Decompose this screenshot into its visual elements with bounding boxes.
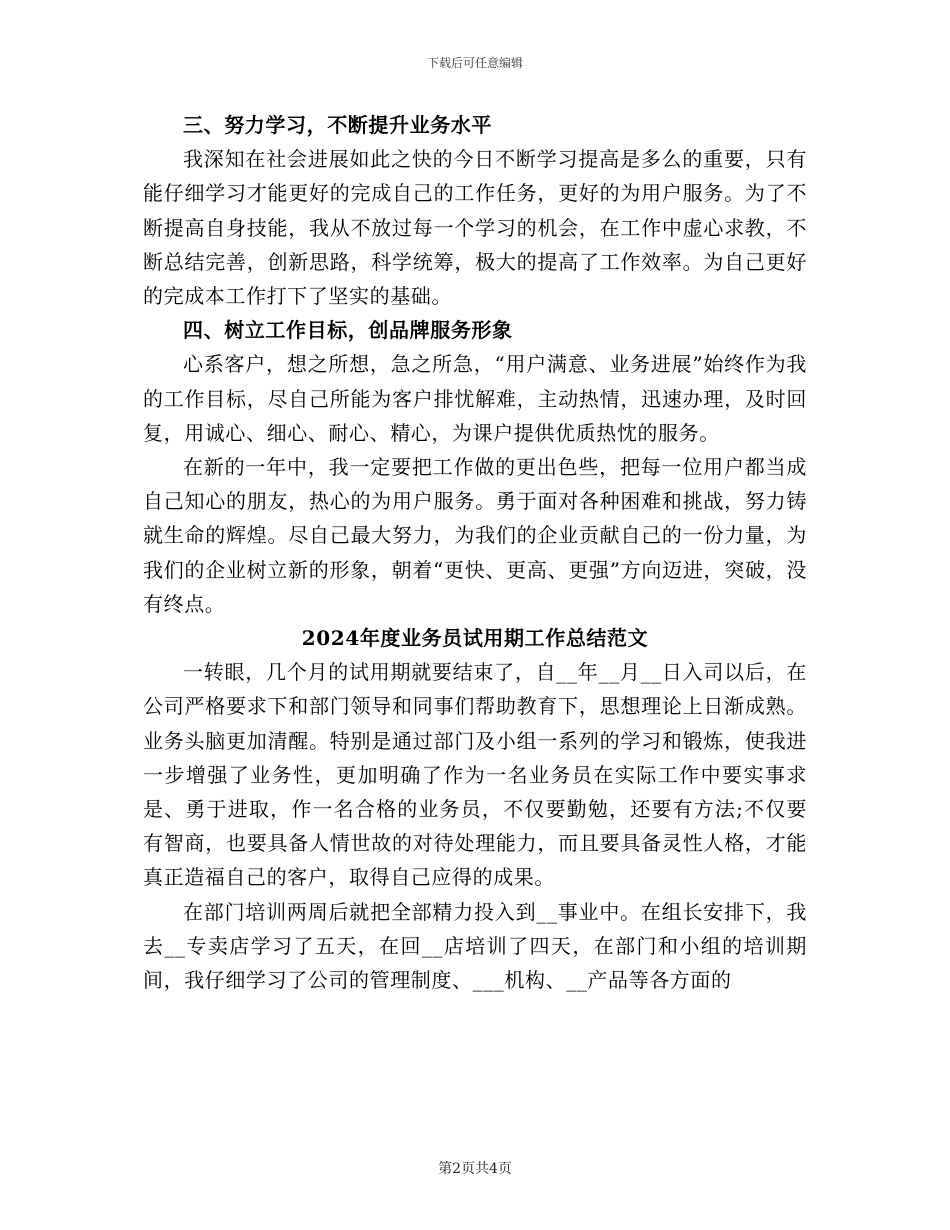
page-footer: 第2页共4页 <box>438 1161 512 1177</box>
article-title: 2024年度业务员试用期工作总结范文 <box>301 626 649 651</box>
paragraph: 在部门培训两周后就把全部精力投入到__事业中。在组长安排下，我去__专卖店学习了五天，在回__店培训了四天，在部门和小组的培训期间，我仔细学习了公司的管理制度、___机构、__产品等各方面的 <box>143 899 807 993</box>
section-heading-3: 三、努力学习，不断提升业务水平 <box>183 113 492 137</box>
page-header: 下载后可任意编辑 <box>426 56 523 70</box>
paragraph: 心系客户，想之所想，急之所急，“用户满意、业务进展”始终作为我的工作目标，尽自己所能为客户排忧解难，主动热情，迅速办理，及时回复，用诚心、细心、耐心、精心，为课户提供优质热忱的服务。 <box>143 352 807 445</box>
section-heading-4: 四、树立工作目标，创品牌服务形象 <box>183 318 513 343</box>
document-body <box>143 108 807 997</box>
paragraph: 我深知在社会进展如此之快的今日不断学习提高是多么的重要，只有能仔细学习才能更好的完成自己的工作任务，更好的为用户服务。为了不断提高自身技能，我从不放过每一个学习的机会，在工作中虚心求教，不断总结完善，创新思路，科学统筹，极大的提高了工作效率。为自己更好的完成本工作打下了坚实的基础。 <box>143 147 807 309</box>
paragraph: 在新的一年中，我一定要把工作做的更出色些，把每一位用户都当成自己知心的朋友，热心的为用户服务。勇于面对各种困难和挑战，努力铸就生命的辉煌。尽自己最大努力，为我们的企业贡献自己的一份力量，为我们的企业树立新的形象，朝着“更快、更高、更强”方向迈进，突破，没有终点。 <box>143 455 807 616</box>
paragraph: 一转眼，几个月的试用期就要结束了，自__年__月__日入司以后，在公司严格要求下和部门领导和同事们帮助教育下，思想理论上日渐成熟。业务头脑更加清醒。特别是通过部门及小组一系列的学习和锻炼，使我进一步增强了业务性，更加明确了作为一名业务员在实际工作中要实事求是、勇于进取，作一名合格的业务员，不仅要勤勉，还要有方法;不仅要有智商，也要具备人情世故的对待处理能力，而且要具备灵性人格，才能真正造福自己的客户，取得自己应得的成果。 <box>143 660 807 890</box>
